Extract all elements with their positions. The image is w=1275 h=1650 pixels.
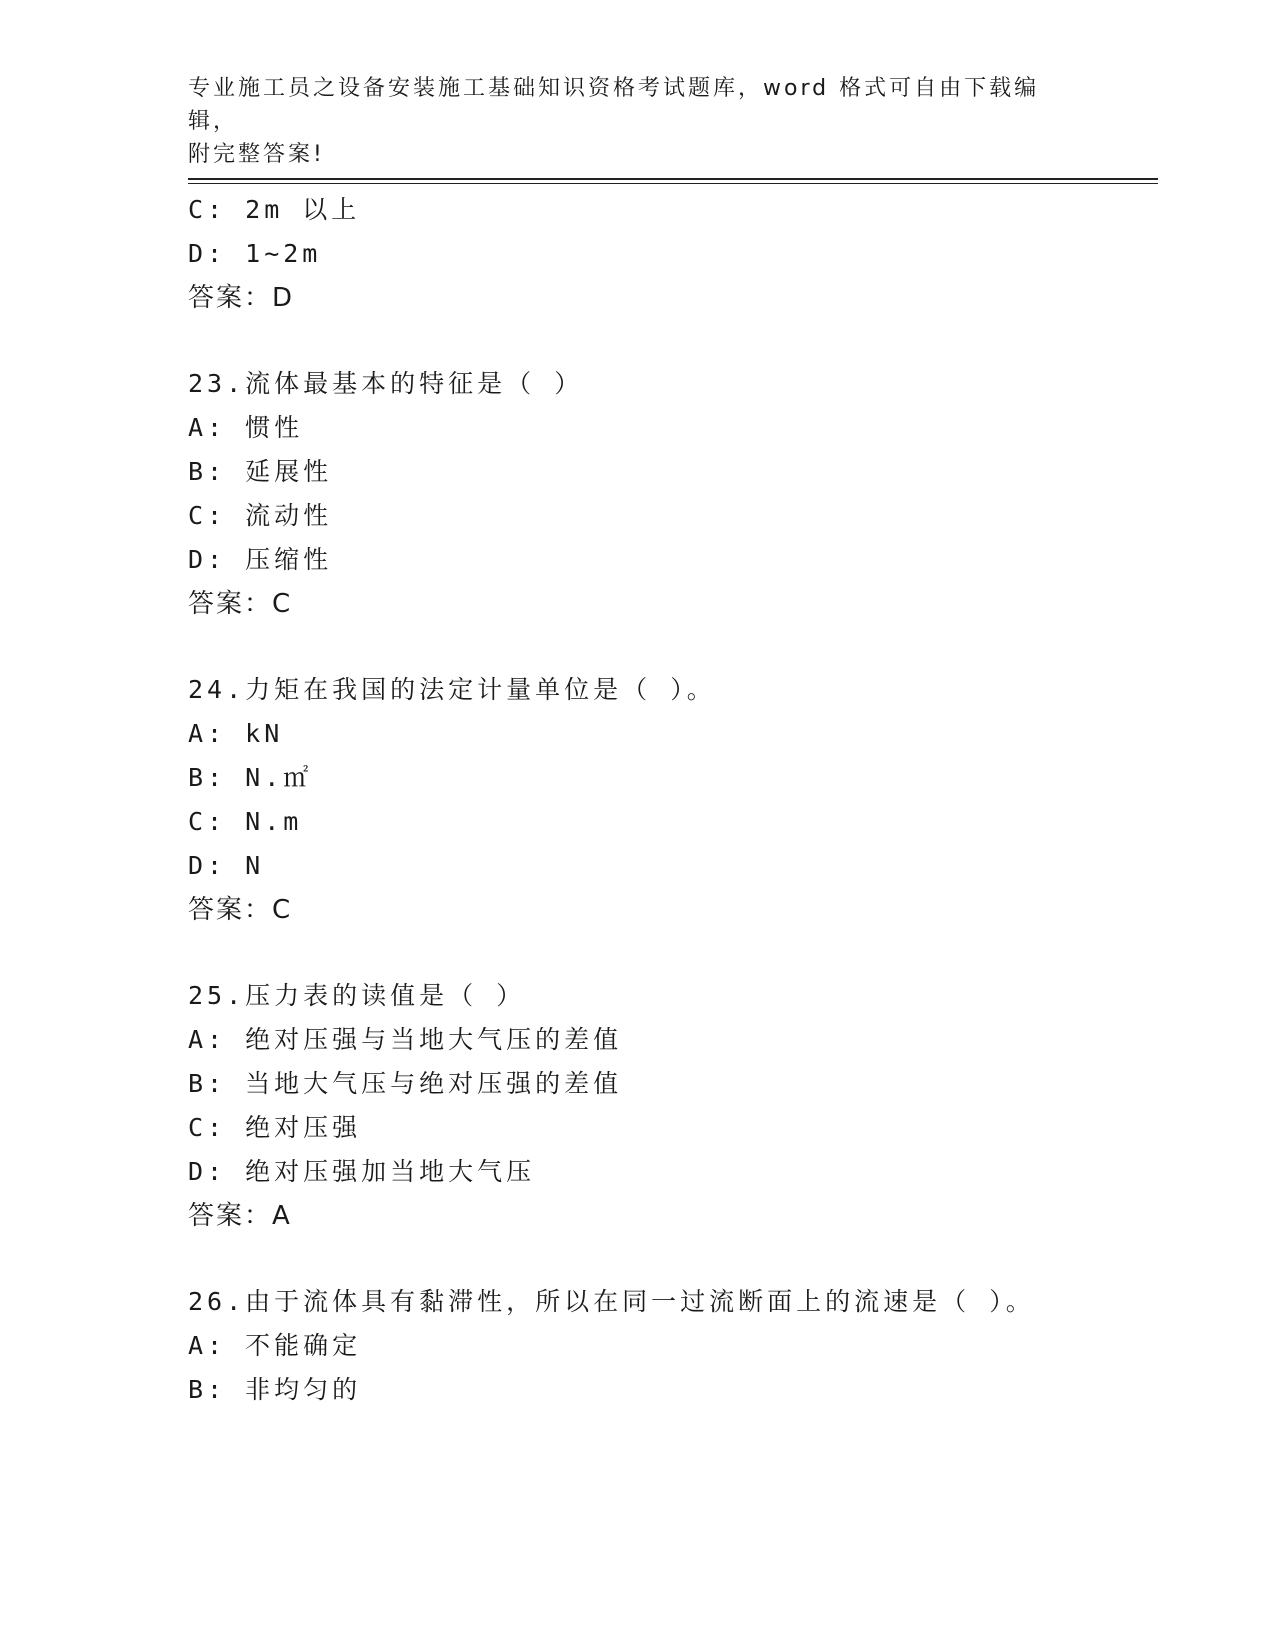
question-stem: 23.流体最基本的特征是（ ）: [188, 369, 584, 398]
page-header: [188, 72, 1088, 171]
option-c: C: 2m 以上: [188, 195, 361, 224]
question-stem: 25.压力表的读值是（ ）: [188, 981, 526, 1010]
option-a: A: 不能确定: [188, 1331, 362, 1360]
option-a: A: kN: [188, 719, 284, 748]
header-line-1: 专业施工员之设备安装施工基础知识资格考试题库，word 格式可自由下载编辑，: [188, 76, 1040, 134]
question-stem: 26.由于流体具有黏滞性，所以在同一过流断面上的流速是（ ）。: [188, 1287, 1035, 1316]
option-d: D: 绝对压强加当地大气压: [188, 1157, 536, 1186]
option-b: B: N.㎡: [188, 763, 313, 792]
option-d: D: N: [188, 851, 265, 880]
option-c: C: 绝对压强: [188, 1113, 362, 1142]
option-a: A: 绝对压强与当地大气压的差值: [188, 1025, 623, 1054]
answer-line: 答案：C: [188, 589, 293, 619]
header-rule-thick: [188, 178, 1158, 180]
option-b: B: 非均匀的: [188, 1375, 362, 1404]
option-c: C: 流动性: [188, 501, 333, 530]
option-b: B: 当地大气压与绝对压强的差值: [188, 1069, 623, 1098]
option-d: D: 压缩性: [188, 545, 333, 574]
question-stem: 24.力矩在我国的法定计量单位是（ ）。: [188, 675, 716, 704]
answer-line: 答案：D: [188, 283, 295, 313]
option-a: A: 惯性: [188, 413, 304, 442]
answer-line: 答案：C: [188, 895, 293, 925]
option-c: C: N.m: [188, 807, 303, 836]
option-d: D: 1~2m: [188, 239, 322, 268]
header-rule-thin: [188, 183, 1158, 184]
answer-line: 答案：A: [188, 1201, 292, 1231]
option-b: B: 延展性: [188, 457, 333, 486]
header-line-2: 附完整答案!: [188, 142, 325, 167]
